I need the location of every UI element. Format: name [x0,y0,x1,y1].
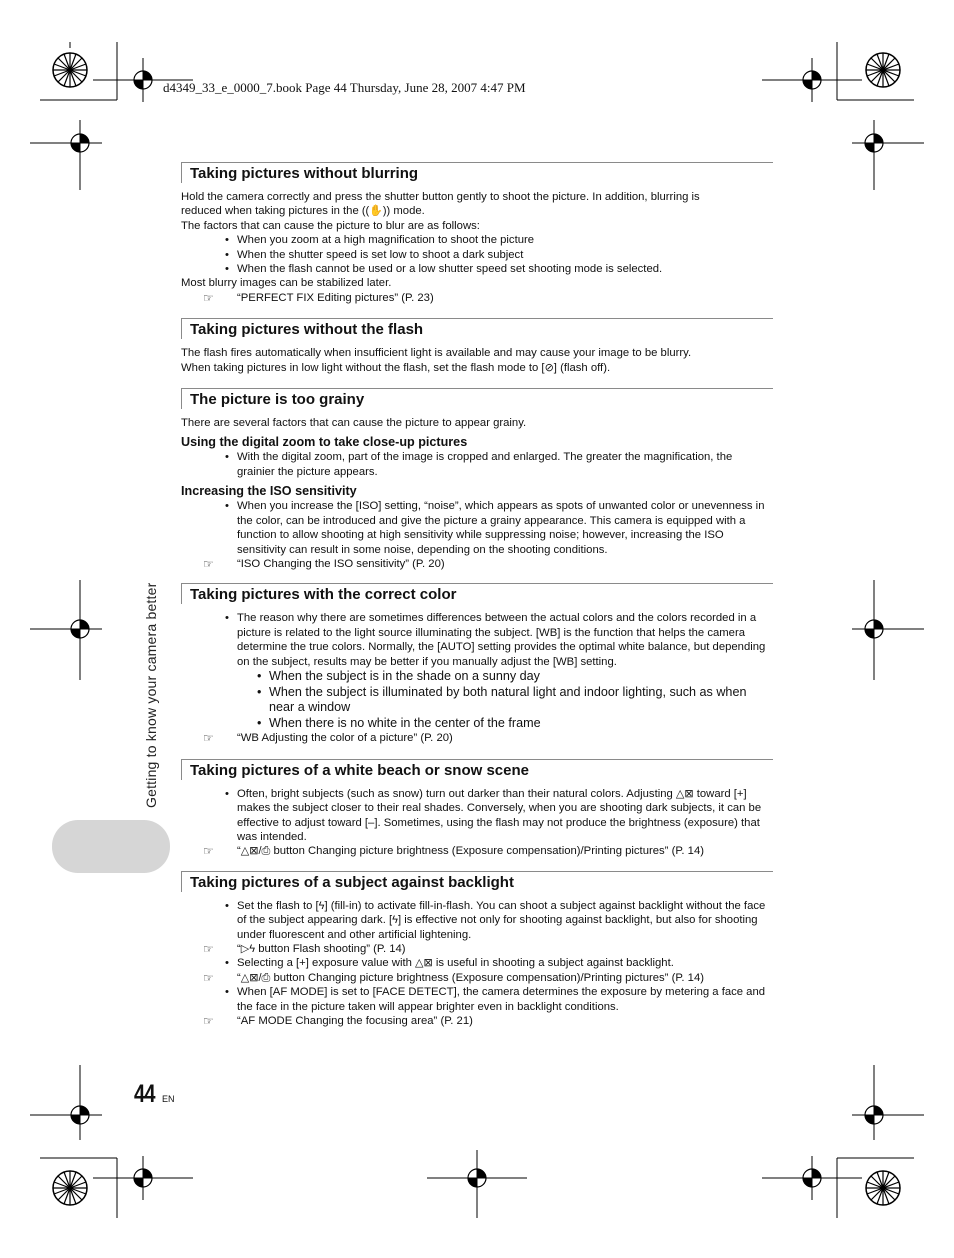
list-item: • When there is no white in the center of the frame [257,716,773,732]
text: When taking pictures in low light without the flash, set the flash mode to [ [181,361,545,374]
chapter-side-label: Getting to know your camera better [143,582,159,808]
section-backlight [181,871,773,1029]
text: Selecting a [+] exposure value with [237,957,416,970]
section-correct-color [181,583,773,745]
section-title: Taking pictures without blurring [181,162,773,183]
cross-reference [181,557,773,571]
exposure-icon: △⊠ [675,787,694,800]
bullet-list [181,233,773,276]
cross-reference [181,731,773,745]
section-title: The picture is too grainy [181,388,773,409]
cross-reference [181,844,773,858]
list-item: • When the shutter speed is set low to shoot a dark subject [225,248,773,262]
section-blurring [181,162,773,305]
image-stabilization-icon: ((✋)) [361,205,391,218]
list-item [225,899,773,942]
bullet-list [181,787,773,845]
reference-text: button Changing picture brightness (Exposure compensation)/Printing pictures” (P. 14) [270,845,705,858]
text: mode. [390,205,425,218]
text: ] (flash off). [553,361,611,374]
text: Often, bright subjects (such as snow) turn out darker than their natural colors. Adjusting [237,787,676,800]
bullet-list [181,611,773,669]
list-item: • When the flash cannot be used or a low shutter speed set shooting mode is selected. [225,262,773,276]
book-header: d4349_33_e_0000_7.book Page 44 Thursday, June 28, 2007 4:47 PM [163,80,526,95]
section-title: Taking pictures of a white beach or snow scene [181,759,773,780]
subheading: Increasing the ISO sensitivity [181,484,357,499]
list-item: • When the subject is illuminated by both natural light and indoor lighting, such as when near a window [257,685,773,716]
text: reduced when taking pictures in the [181,205,362,218]
pointing-hand-icon: ☞ [203,844,214,859]
exposure-icon: △⊠ [415,957,433,970]
flash-fill-icon: ϟ [318,899,325,912]
section-without-flash [181,318,773,375]
reference-text: button Flash shooting” (P. 14) [255,942,406,955]
play-flash-icon: ▷ϟ [240,942,256,955]
pointing-hand-icon: ☞ [203,941,214,956]
paragraph [181,361,773,375]
flash-off-icon: ⊘ [544,361,554,374]
bullet-list [181,499,773,557]
reference-text: “WB Adjusting the color of a picture” (P. 20) [237,732,453,745]
exposure-print-icon: △⊠/⎙ [240,845,271,858]
page-content [181,162,773,1028]
text: “ [237,845,241,858]
cross-reference [181,291,773,305]
subheading: Using the digital zoom to take close-up pictures [181,435,468,450]
list-item: • The reason why there are sometimes differences between the actual colors and the colors recorded in a picture is related to the light source illuminating the subject. [WB] is the function that helps the camera determine the true colors. Normally, the [AUTO] setting provides the optimal white balance, but depending on the subject, results may be better if you manually adjust the [WB] setting. [225,611,773,669]
section-title: Taking pictures without the flash [181,318,773,339]
paragraph: There are several factors that can cause the picture to appear grainy. [181,417,527,430]
section-grainy [181,388,773,571]
sub-bullet-list [181,669,773,731]
list-item [225,787,773,845]
paragraph: Hold the camera correctly and press the shutter button gently to shoot the picture. In addition, blurring is [181,191,700,203]
list-item: • With the digital zoom, part of the image is cropped and enlarged. The greater the magnification, the grainier the picture appears. [225,450,773,479]
flash-fill-icon: ϟ [392,914,398,927]
pointing-hand-icon: ☞ [203,290,214,305]
section-title: Taking pictures with the correct color [181,583,773,604]
bullet-list [181,899,773,942]
paragraph: The flash fires automatically when insufficient light is available and may cause your image to be blurry. [181,347,692,360]
cross-reference [181,971,773,985]
list-item: • When [AF MODE] is set to [FACE DETECT], the camera determines the exposure by metering a face and the face in the picture taken will appear brighter even in backlight conditions. [225,985,773,1014]
pointing-hand-icon: ☞ [203,731,214,746]
reference-text: button Changing picture brightness (Exposure compensation)/Printing pictures” (P. 14) [270,971,705,984]
text: “ [237,971,241,984]
pointing-hand-icon: ☞ [203,970,214,985]
paragraph: The factors that can cause the picture to blur are as follows: [181,219,480,232]
reference-text: “ISO Changing the ISO sensitivity” (P. 20) [237,557,445,570]
chapter-tab [52,820,170,873]
cross-reference [181,942,773,956]
text: is useful in shooting a subject against backlight. [432,957,674,970]
page-language: EN [162,1094,175,1104]
text: “ [237,942,241,955]
exposure-print-icon: △⊠/⎙ [240,971,271,984]
text: Set the flash to [ [237,899,319,912]
text: ] is effective not only for shooting against backlight, but also for shooting under fluorescent and other artificial lightening. [237,914,758,941]
text: ] (fill-in) to activate fill-in-flash. You can shoot a subject against backlight without the face of the subject appearing dark. [ [237,899,766,927]
section-white-beach [181,759,773,859]
paragraph: Most blurry images can be stabilized later. [181,277,392,290]
reference-text: “AF MODE Changing the focusing area” (P. 21) [237,1015,473,1027]
list-item: • When you increase the [ISO] setting, “noise”, which appears as spots of unwanted color or unevenness in the color, can be introduced and give the picture a grainy appearance. This camera is equipped with a function to allow shooting at high sensitivity while suppressing noise; however, increasing the ISO sensitivity can result in some noise, depending on the shooting conditions. [225,499,773,557]
cross-reference [181,1014,773,1028]
page-number: 44 [134,1080,155,1108]
text: toward [+] makes the subject closer to their real shades. Conversely, when you are shooting dark subjects, it can be effective to adjust toward [–]. Sometimes, using the flash may not produce the brightness (exposure) that was intended. [237,787,762,843]
list-item [225,956,773,970]
section-title: Taking pictures of a subject against backlight [181,871,773,892]
bullet-list [181,450,773,479]
bullet-list [181,956,773,970]
reference-text: “PERFECT FIX Editing pictures” (P. 23) [237,291,434,304]
paragraph [181,204,773,218]
pointing-hand-icon: ☞ [203,1014,214,1028]
bullet-list [181,985,773,1014]
pointing-hand-icon: ☞ [203,556,214,571]
list-item: • When you zoom at a high magnification to shoot the picture [225,233,773,247]
list-item: • When the subject is in the shade on a sunny day [257,669,773,685]
